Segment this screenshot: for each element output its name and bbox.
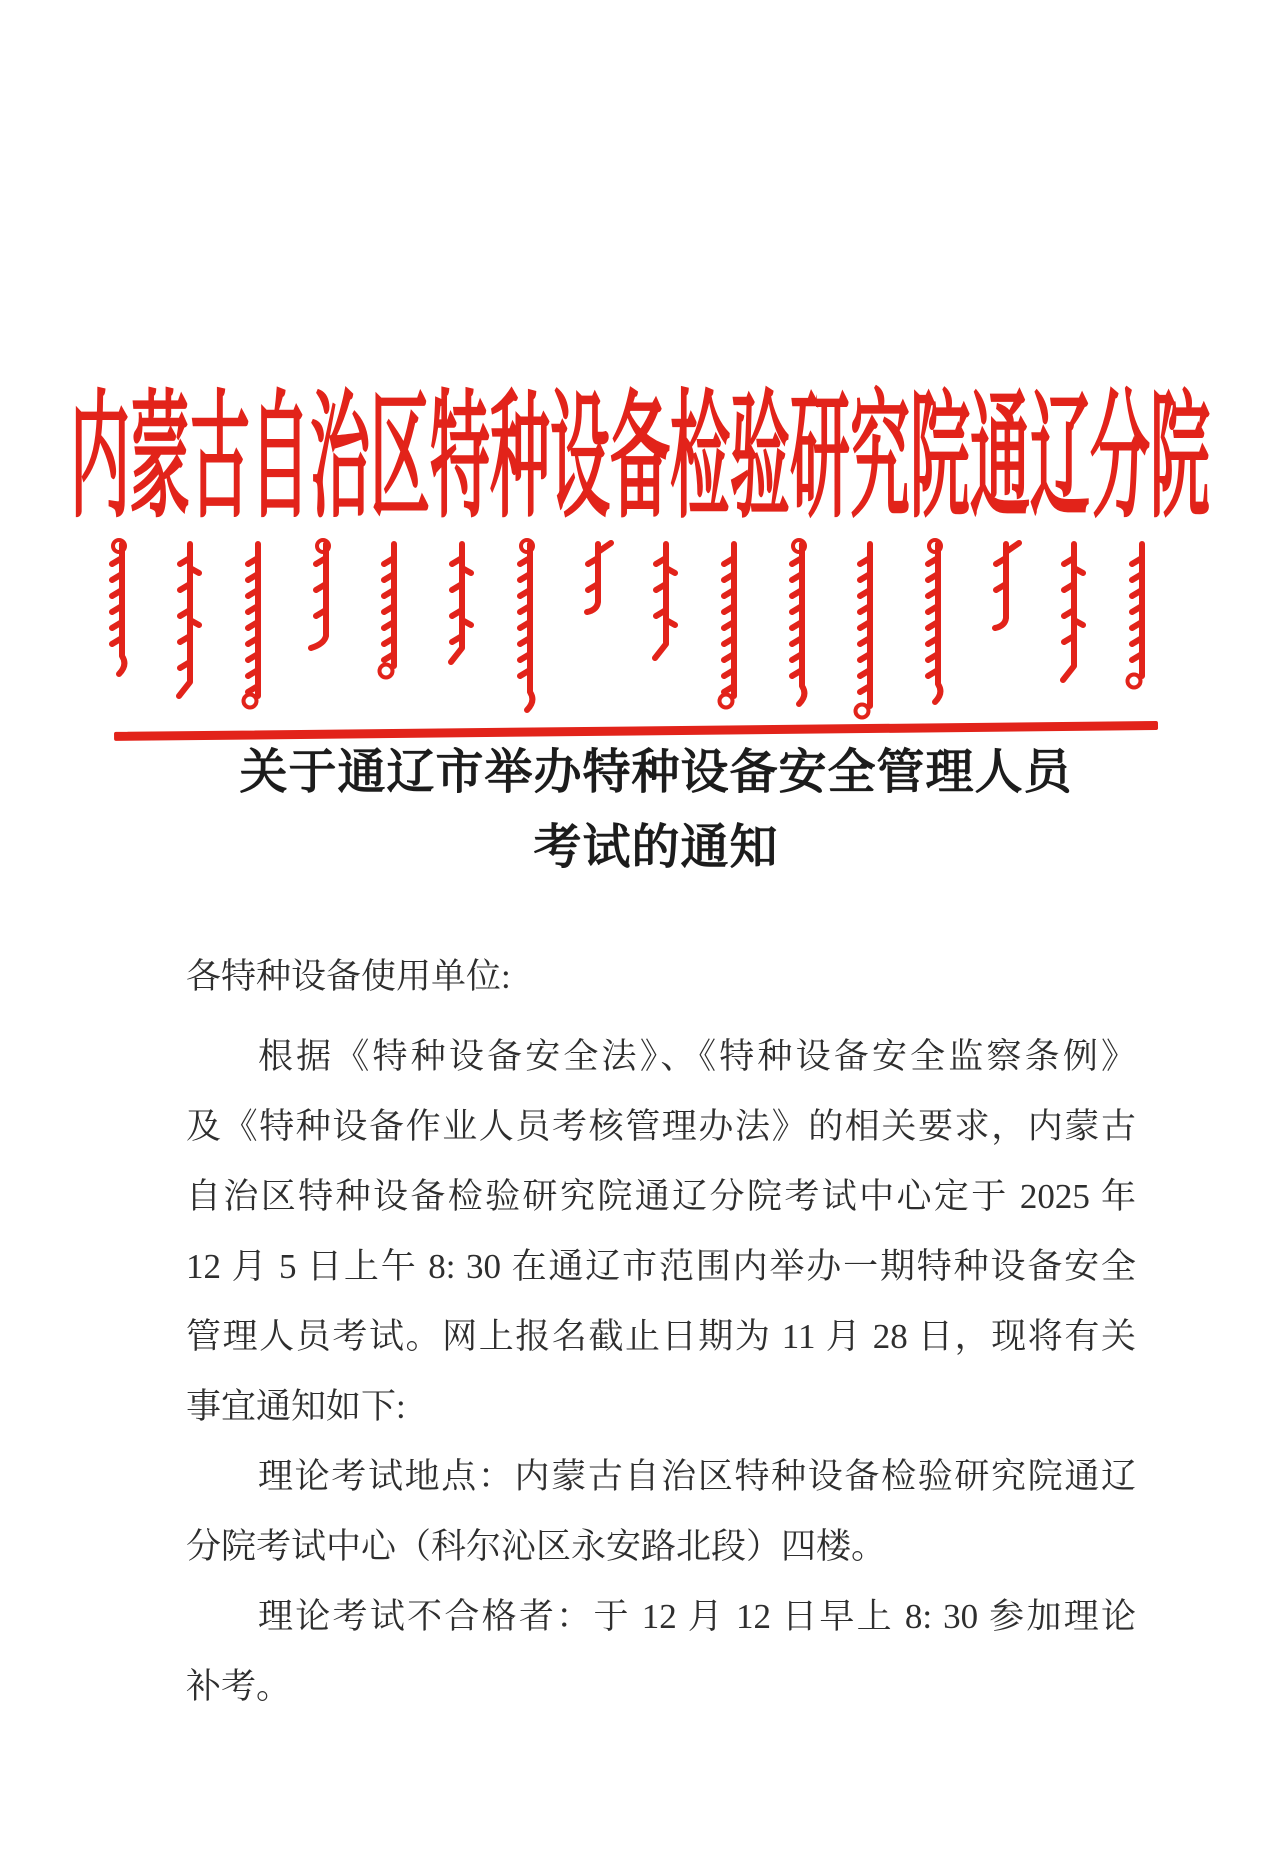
body-line: 12 月 5 日上午 8: 30 在通辽市范围内举办一期特种设备安全	[186, 1247, 1136, 1286]
body-line: 管理人员考试。网上报名截止日期为 11 月 28 日，现将有关	[186, 1317, 1136, 1356]
salutation: 各特种设备使用单位:	[186, 957, 511, 996]
body-paragraphs	[186, 1022, 1136, 1722]
body-line: 根据《特种设备安全法》、《特种设备安全监察条例》	[258, 1037, 1136, 1076]
document-title-line2: 考试的通知	[533, 821, 779, 874]
document-title-line1: 关于通辽市举办特种设备安全管理人员	[239, 746, 1073, 799]
body-line: 分院考试中心（科尔沁区永安路北段）四楼。	[186, 1527, 887, 1566]
paragraph	[186, 1022, 1136, 1442]
mongolian-script-banner	[0, 536, 1280, 736]
paragraph	[186, 1582, 1136, 1722]
body-line: 及《特种设备作业人员考核管理办法》的相关要求，内蒙古	[186, 1107, 1136, 1146]
document-body	[186, 942, 1136, 1722]
document-title	[16, 742, 1280, 879]
body-line: 事宜通知如下:	[186, 1387, 406, 1426]
paragraph	[186, 1442, 1136, 1582]
body-line: 理论考试不合格者：于 12 月 12 日早上 8: 30 参加理论	[258, 1597, 1136, 1636]
body-line: 补考。	[186, 1667, 292, 1706]
letterhead-org-name	[0, 374, 1280, 535]
letterhead-org-name-text: 内蒙古自治区特种设备检验研究院通辽分院	[70, 380, 1210, 535]
body-line: 理论考试地点：内蒙古自治区特种设备检验研究院通辽	[258, 1457, 1136, 1496]
body-line: 自治区特种设备检验研究院通辽分院考试中心定于 2025 年	[186, 1177, 1136, 1216]
